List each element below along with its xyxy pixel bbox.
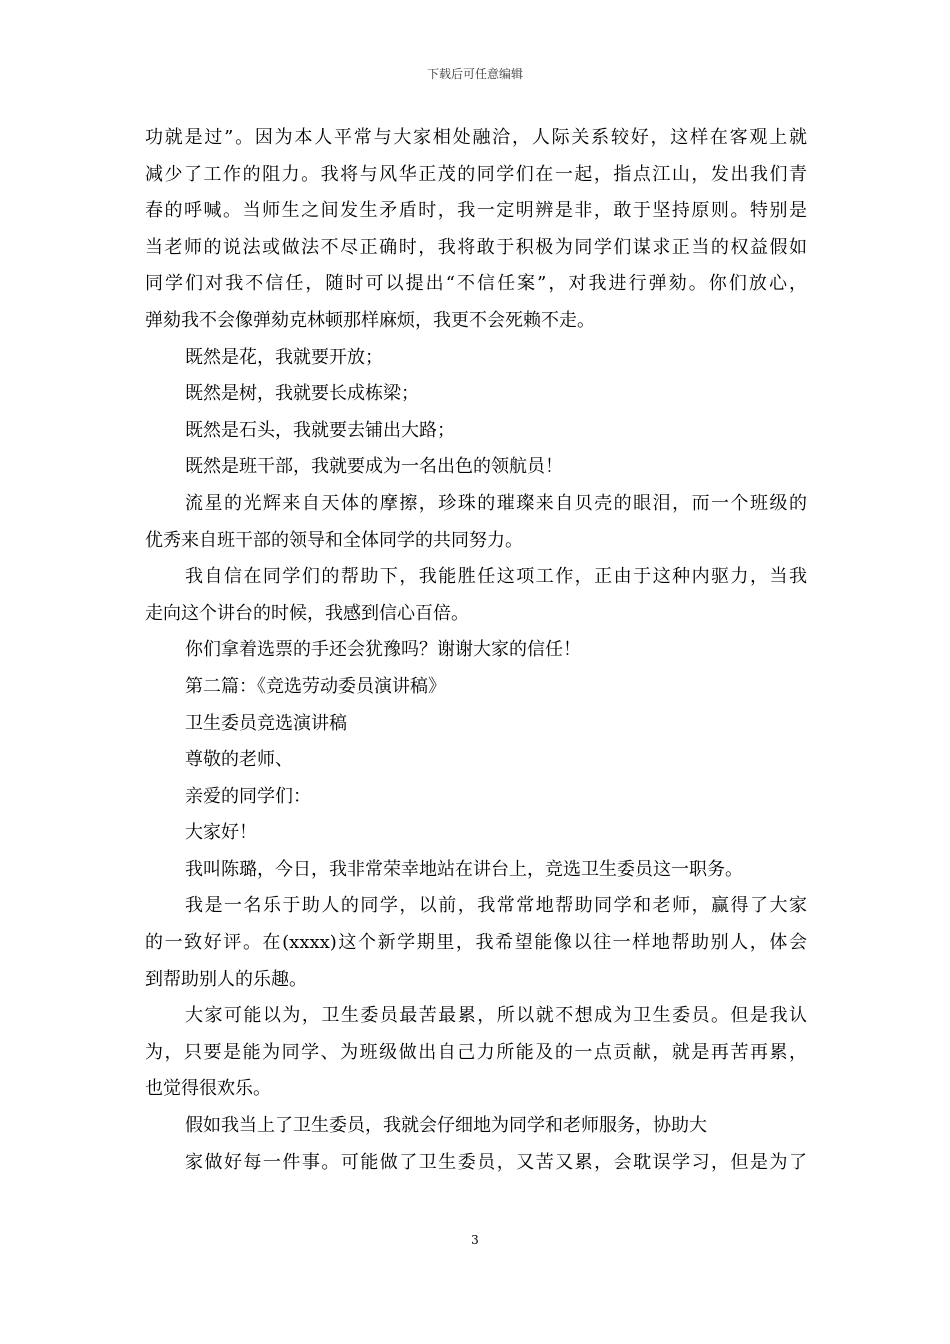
- text-line: 第二篇：《竞选劳动委员演讲稿》: [185, 675, 446, 697]
- text-line: 功就是过”。因为本人平常与大家相处融洽，人际关系较好，这样在客观上就: [145, 127, 807, 148]
- text-line: 假如我当上了卫生委员，我就会仔细地为同学和老师服务，协助大: [185, 1115, 707, 1137]
- text-line: 我叫陈璐，今日，我非常荣幸地站在讲台上，竞选卫生委员这一职务。: [185, 858, 743, 880]
- text-line: 亲爱的同学们：: [185, 785, 311, 807]
- text-line: 到帮助别人的乐趣。: [145, 968, 307, 990]
- text-line: 既然是班干部，我就要成为一名出色的领航员！: [185, 456, 563, 478]
- text-line: 我是一名乐于助人的同学，以前，我常常地帮助同学和老师，赢得了大家: [185, 895, 807, 917]
- text-line: 既然是树，我就要长成栋梁；: [185, 383, 419, 405]
- text-line: 为，只要是能为同学、为班级做出自己力所能及的一点贡献，就是再苦再累，: [145, 1041, 807, 1063]
- page-number: 3: [471, 1233, 479, 1247]
- text-line: 当老师的说法或做法不尽正确时，我将敢于积极为同学们谋求正当的权益假如: [145, 236, 807, 258]
- text-line: 既然是花，我就要开放；: [185, 346, 383, 368]
- text-line: 弹劾我不会像弹劾克林顿那样麻烦，我更不会死赖不走。: [145, 309, 595, 331]
- text-line: 走向这个讲台的时候，我感到信心百倍。: [145, 602, 469, 624]
- text-line: 的一致好评。在(xxxx)这个新学期里，我希望能像以往一样地帮助别人，体会: [145, 932, 807, 954]
- text-line: 同学们对我不信任，随时可以提出“不信任案”，对我进行弹劾。你们放心，: [145, 273, 807, 295]
- page-header: 下载后可任意编辑: [426, 67, 523, 81]
- text-line: 流星的光辉来自天体的摩擦，珍珠的璀璨来自贝壳的眼泪，而一个班级的: [185, 492, 807, 514]
- text-line: 减少了工作的阻力。我将与风华正茂的同学们在一起，指点江山，发出我们青: [145, 163, 807, 185]
- text-line: 卫生委员竞选演讲稿: [185, 712, 347, 734]
- text-line: 既然是石头，我就要去铺出大路；: [185, 419, 455, 441]
- text-line: 春的呼喊。当师生之间发生矛盾时，我一定明辨是非，敢于坚持原则。特别是: [145, 200, 807, 222]
- document-body: [145, 120, 807, 1181]
- text-line: 我自信在同学们的帮助下，我能胜任这项工作，正由于这种内驱力，当我: [185, 566, 807, 588]
- text-line: 优秀来自班干部的领导和全体同学的共同努力。: [145, 529, 523, 551]
- text-line: 也觉得很欢乐。: [145, 1078, 271, 1100]
- text-line: 尊敬的老师、: [185, 749, 293, 771]
- text-line: 家做好每一件事。可能做了卫生委员，又苦又累，会耽误学习，但是为了: [185, 1151, 807, 1173]
- text-line: 大家好！: [185, 822, 257, 844]
- text-line: 你们拿着选票的手还会犹豫吗？谢谢大家的信任！: [185, 639, 581, 661]
- text-line: 大家可能以为，卫生委员最苦最累，所以就不想成为卫生委员。但是我认: [185, 1005, 807, 1027]
